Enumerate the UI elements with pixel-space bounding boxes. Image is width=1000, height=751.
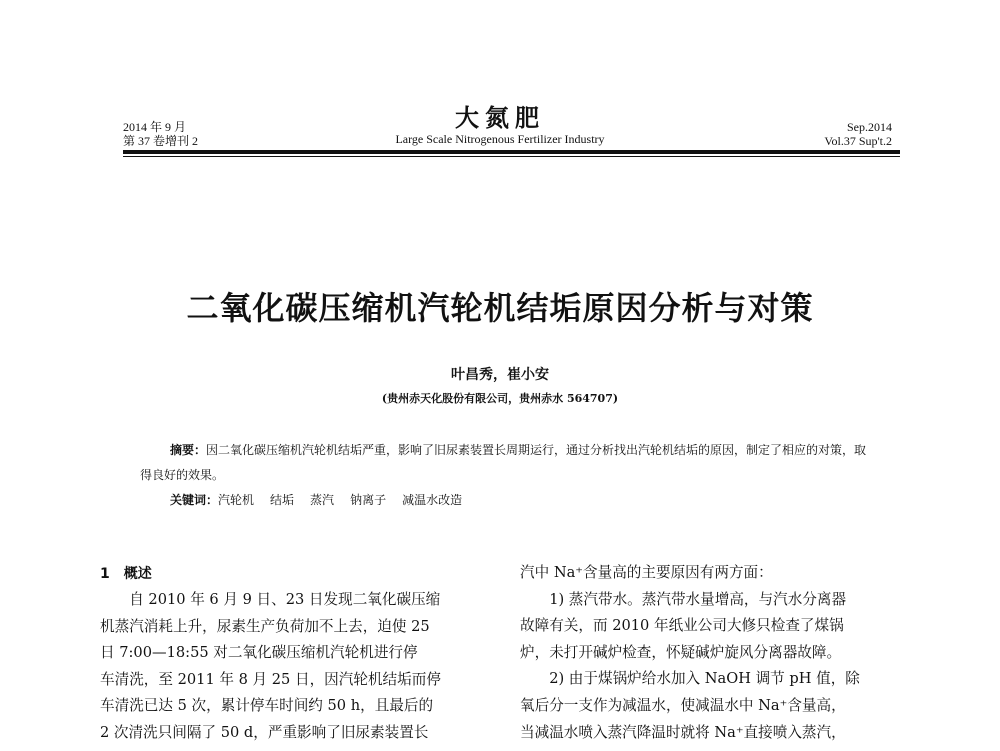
keywords	[170, 491, 478, 509]
keyword: 蒸汽	[310, 493, 335, 507]
keyword: 结垢	[270, 493, 295, 507]
article-authors: 叶昌秀，崔小安	[451, 367, 549, 383]
header-volume: 第 37 卷增刊 2	[123, 134, 199, 148]
body-column-left	[100, 587, 488, 747]
body-line: 车清洗已达 5 次，累计停车时间约 50 h，且最后的	[100, 697, 434, 715]
body-line: 车清洗，至 2011 年 8 月 25 日，因汽轮机结垢而停	[100, 670, 441, 688]
section-number: 1	[100, 566, 110, 582]
header-date: 2014 年 9 月	[123, 120, 187, 134]
header-volume-en: Vol.37 Sup't.2	[824, 134, 892, 148]
abstract-label: 摘要：	[170, 443, 207, 457]
abstract	[140, 438, 870, 488]
body-line: 2 次清洗只间隔了 50 d，严重影响了旧尿素装置长	[100, 723, 429, 741]
body-line: 故障有关，而 2010 年纸业公司大修只检查了煤锅	[520, 617, 844, 635]
header-issue-info-en	[824, 120, 892, 148]
body-line: 当减温水喷入蒸汽降温时就将 Na⁺直接喷入蒸汽，	[520, 723, 846, 741]
header-rule-thick	[123, 150, 900, 154]
body-line: 2) 由于煤锅炉给水加入 NaOH 调节 pH 值，除	[549, 670, 860, 688]
section-title: 概述	[123, 566, 152, 582]
journal-name-en: Large Scale Nitrogenous Fertilizer Industry	[395, 132, 605, 146]
header-rule-thin	[123, 156, 900, 157]
body-line: 炉，未打开碱炉检查，怀疑碱炉旋风分离器故障。	[520, 643, 842, 661]
keywords-label: 关键词：	[170, 493, 219, 507]
keyword: 汽轮机	[218, 493, 255, 507]
body-line: 机蒸汽消耗上升，尿素生产负荷加不上去，迫使 25	[100, 617, 430, 635]
keyword: 减温水改造	[402, 493, 463, 507]
body-column-right	[520, 560, 905, 746]
keyword: 钠离子	[350, 493, 387, 507]
body-line: 自 2010 年 6 月 9 日、23 日发现二氧化碳压缩	[129, 591, 441, 608]
journal-logo: 大氮肥	[455, 103, 545, 132]
article-affiliation: (贵州赤天化股份有限公司，贵州赤水 564707)	[381, 392, 619, 405]
header-date-en: Sep.2014	[847, 120, 892, 134]
body-line: 1) 蒸汽带水。蒸汽带水量增高，与汽水分离器	[549, 590, 847, 608]
article-title: 二氧化碳压缩机汽轮机结垢原因分析与对策	[186, 289, 814, 327]
section-heading	[100, 563, 152, 583]
body-line: 汽中 Na⁺含量高的主要原因有两方面：	[520, 564, 773, 581]
body-line: 氧后分一支作为减温水，使减温水中 Na⁺含量高，	[520, 696, 846, 714]
abstract-text: 因二氧化碳压缩机汽轮机结垢严重，影响了旧尿素装置长周期运行，通过分析找出汽轮机结垢的原因，制定了相应的对策，取得良好的效果。	[140, 443, 867, 482]
body-line: 日 7:00—18:55 对二氧化碳压缩机汽轮机进行停	[100, 644, 418, 662]
